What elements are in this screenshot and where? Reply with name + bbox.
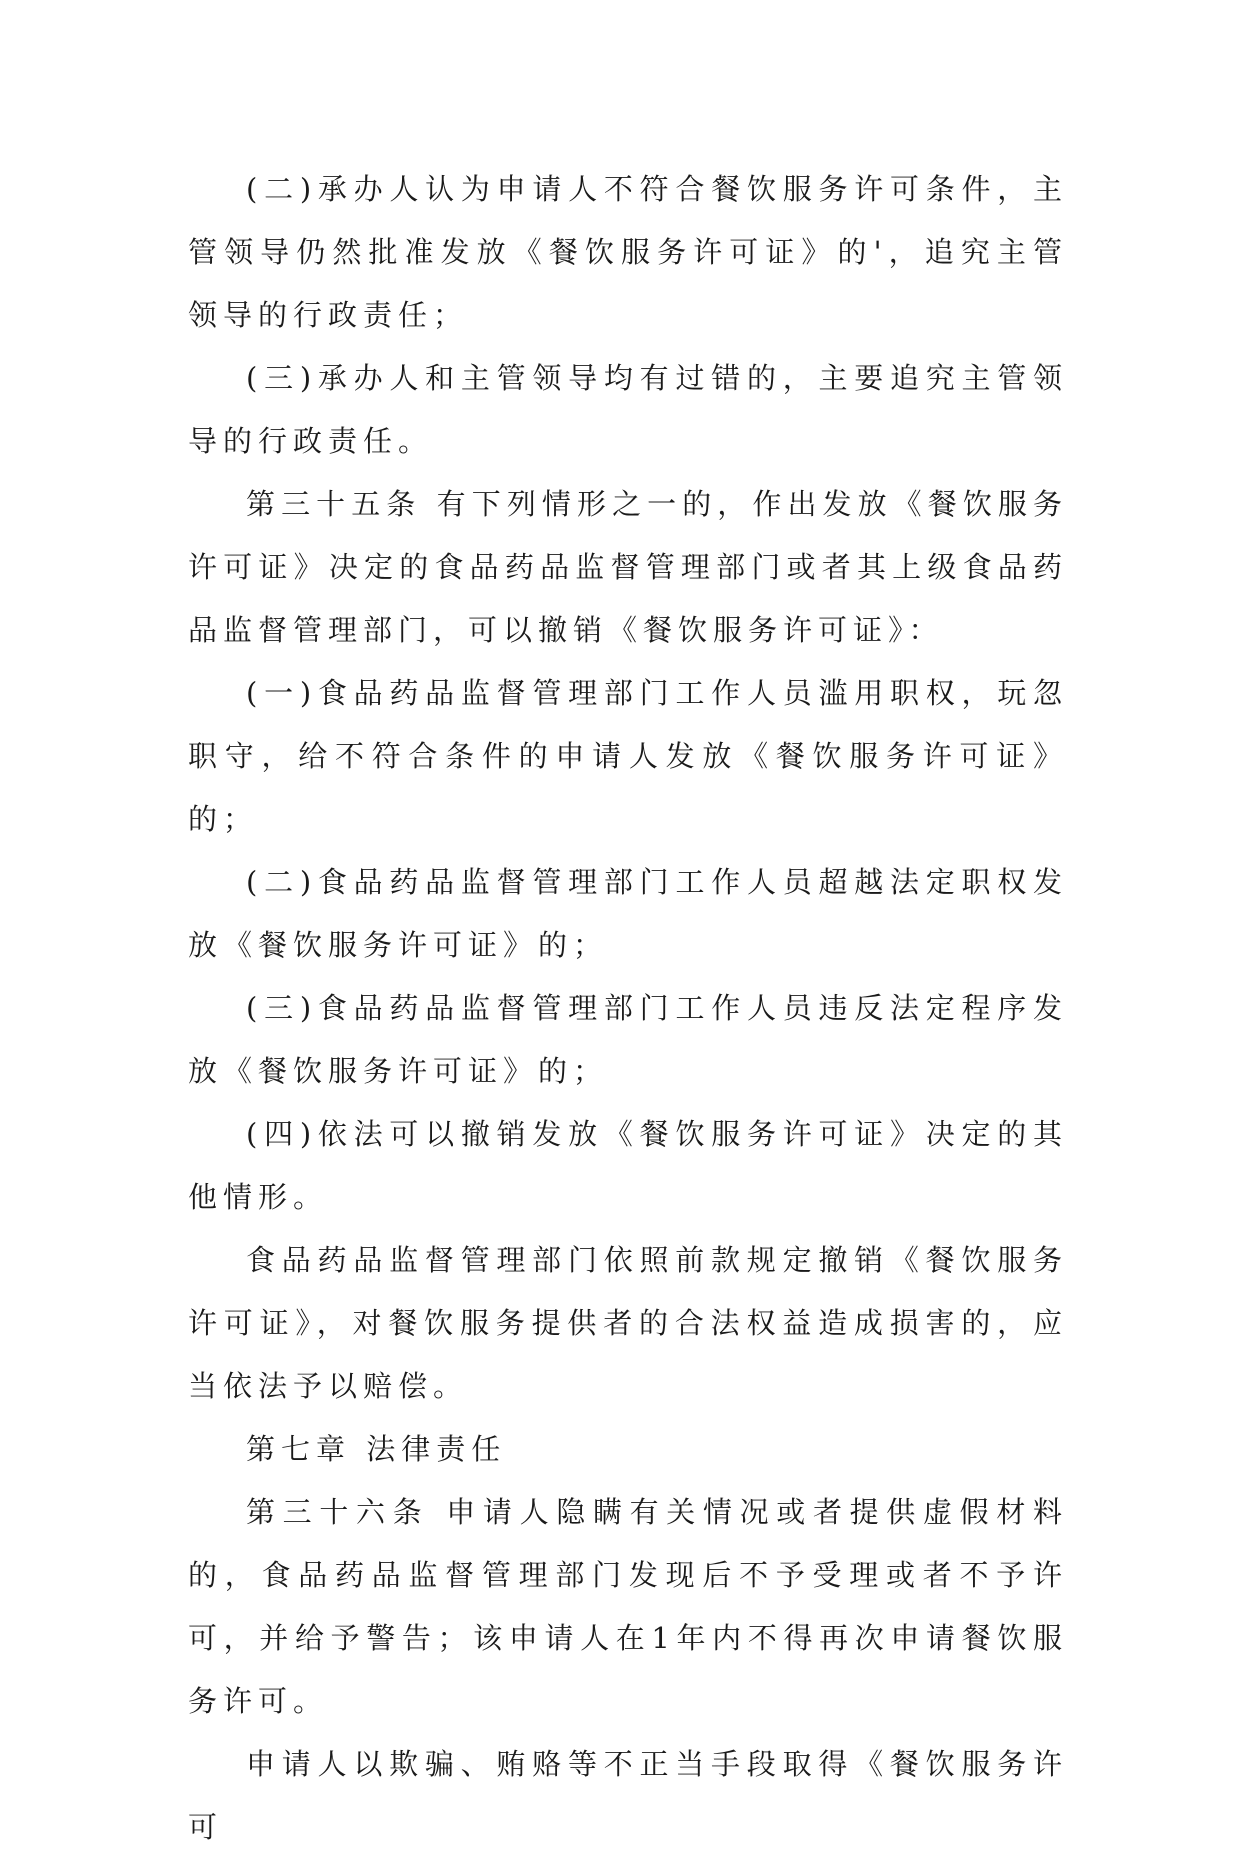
article-35-item-2: (二)食品药品监督管理部门工作人员超越法定职权发放《餐饮服务许可证》的； (188, 865, 1068, 962)
article-36-paragraph: 第三十六条 申请人隐瞒有关情况或者提供虚假材料的，食品药品监督管理部门发现后不予受理或者不予许可，并给予警告；该申请人在1年内不得再次申请餐饮服务许可。 (188, 1495, 1068, 1718)
article-35-item-4: (四)依法可以撤销发放《餐饮服务许可证》决定的其他情形。 (188, 1117, 1068, 1214)
paragraph-item-2-liability-supervisor: (二)承办人认为申请人不符合餐饮服务许可条件，主管领导仍然批准发放《餐饮服务许可证》的'，追究主管领导的行政责任； (188, 172, 1068, 332)
fraud-paragraph: 申请人以欺骗、贿赂等不正当手段取得《餐饮服务许可 (188, 1747, 1068, 1844)
article-35-heading-paragraph: 第三十五条 有下列情形之一的，作出发放《餐饮服务许可证》决定的食品药品监督管理部门或者其上级食品药品监督管理部门，可以撤销《餐饮服务许可证》： (188, 487, 1068, 647)
compensation-paragraph: 食品药品监督管理部门依照前款规定撤销《餐饮服务许可证》，对餐饮服务提供者的合法权益造成损害的，应当依法予以赔偿。 (188, 1243, 1068, 1403)
article-35-item-1: (一)食品药品监督管理部门工作人员滥用职权，玩忽职守，给不符合条件的申请人发放《餐饮服务许可证》的； (188, 676, 1068, 836)
paragraph-item-3-both-at-fault: (三)承办人和主管领导均有过错的，主要追究主管领导的行政责任。 (188, 361, 1068, 458)
article-35-item-3: (三)食品药品监督管理部门工作人员违反法定程序发放《餐饮服务许可证》的； (188, 991, 1068, 1088)
document-body (188, 158, 1068, 1859)
chapter-7-heading: 第七章 法律责任 (246, 1432, 507, 1466)
